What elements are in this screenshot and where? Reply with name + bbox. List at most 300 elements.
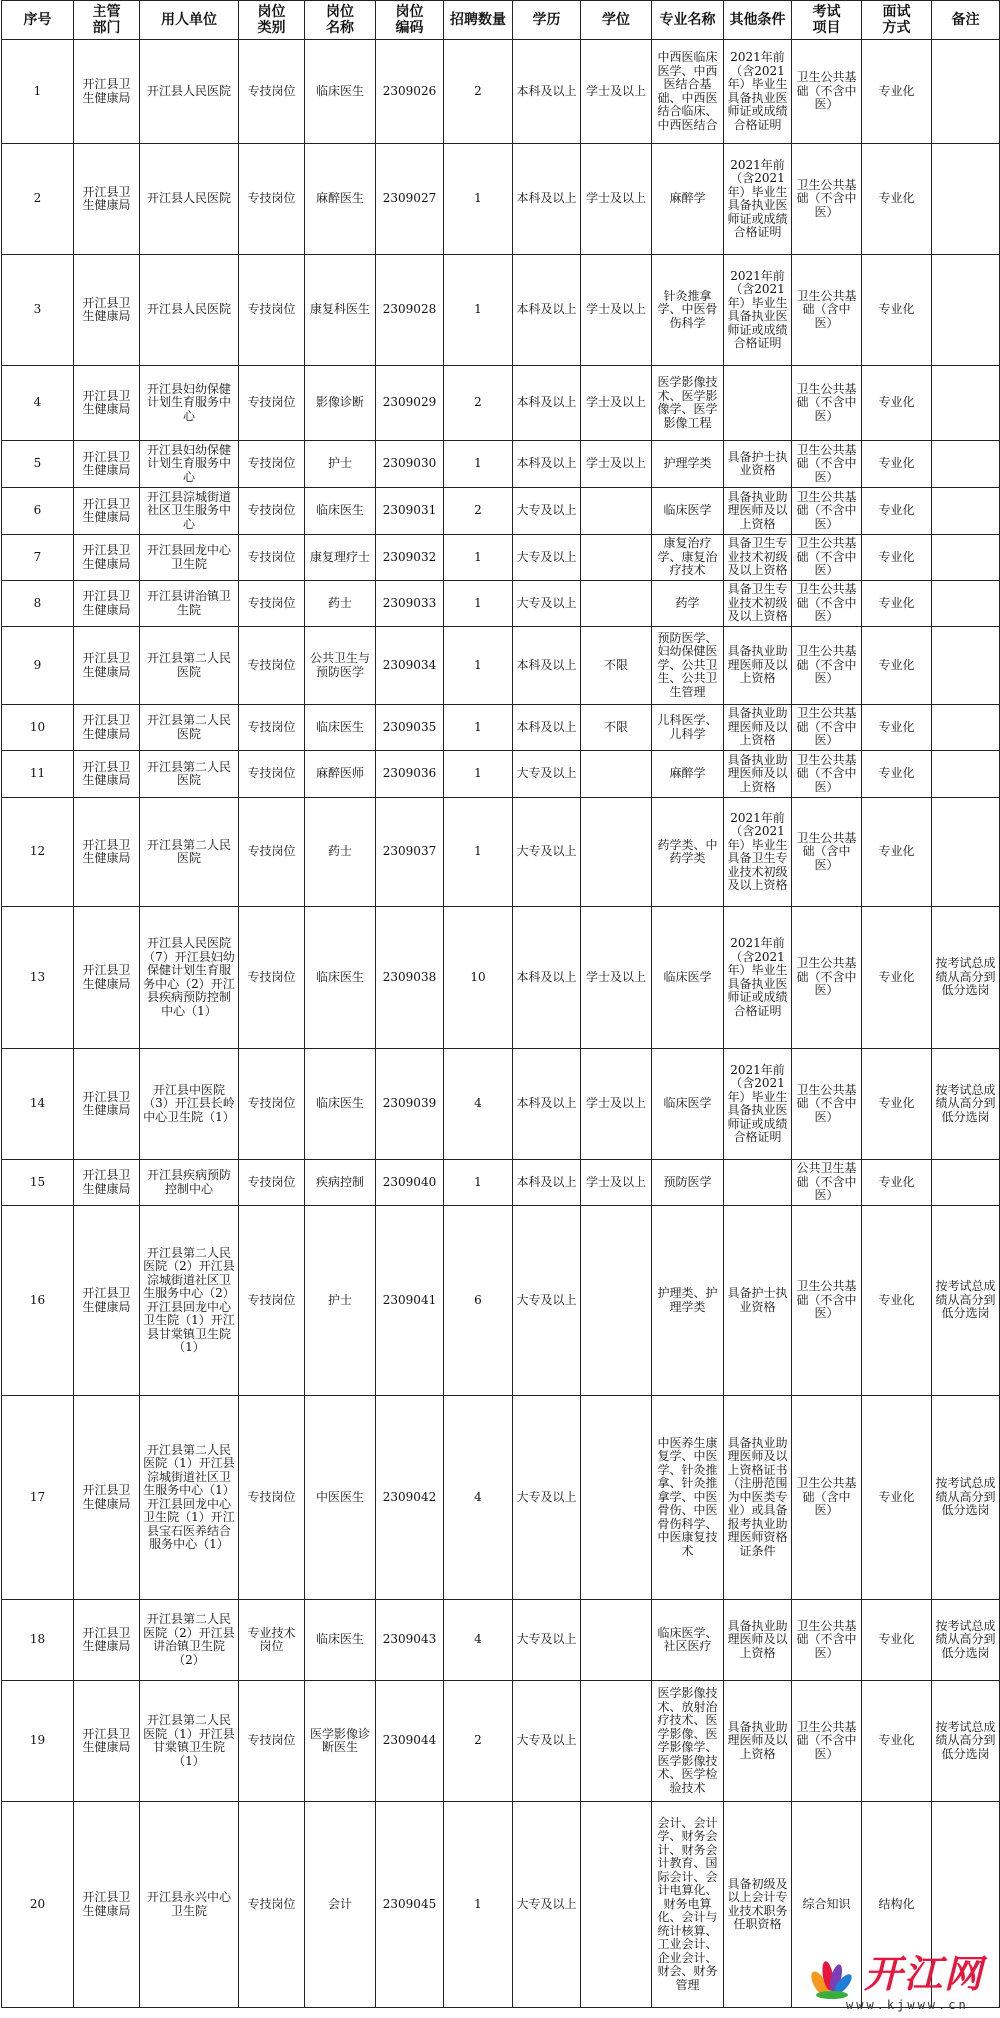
cell-no: 7 [2,535,74,581]
cell-degree: 学士及以上 [581,366,652,441]
cell-category: 专技岗位 [239,907,305,1049]
cell-exam: 卫生公共基础（不含中医） [792,751,862,798]
cell-degree [581,798,652,907]
cell-interview: 专业化 [862,1396,932,1600]
cell-degree [581,751,652,798]
cell-category: 专技岗位 [239,488,305,535]
cell-unit: 开江县第二人民医院（1）开江县淙城街道社区卫生服务中心（1）开江县回龙中心卫生院（1）开江县宝石医养结合服务中心（1） [140,1396,239,1600]
cell-count: 1 [444,705,513,751]
cell-interview: 专业化 [862,751,932,798]
cell-code: 2309028 [376,255,444,366]
header-count-label: 招聘数量 [450,12,506,28]
cell-major: 预防医学 [652,1160,724,1206]
cell-major: 儿科医学、儿科学 [652,705,724,751]
cell-remarks [932,1160,1000,1206]
cell-remarks [932,366,1000,441]
cell-category: 专技岗位 [239,751,305,798]
table-row [2,1396,1000,1600]
cell-major: 药学 [652,581,724,627]
header-code [376,1,444,40]
cell-category: 专技岗位 [239,1681,305,1802]
cell-exam: 卫生公共基础（不含中医） [792,907,862,1049]
cell-position: 影像诊断 [305,366,376,441]
cell-code: 2309041 [376,1206,444,1396]
cell-conditions [724,366,792,441]
cell-conditions: 具备执业助理医师及以上资格证书（注册范围为中医类专业）或具备报考执业助理医师资格证条件 [724,1396,792,1600]
cell-major: 中医养生康复学、中医学、针灸推拿、针灸推拿学、中医骨伤、中医骨伤科学、中医康复技术 [652,1396,724,1600]
cell-conditions [724,1160,792,1206]
cell-dept: 开江县卫生健康局 [74,1600,140,1681]
cell-education: 本科及以上 [513,366,581,441]
cell-no: 20 [2,1802,74,2008]
cell-remarks [932,535,1000,581]
cell-remarks [932,581,1000,627]
cell-interview: 结构化 [862,1802,932,2008]
cell-count: 1 [444,581,513,627]
cell-degree: 学士及以上 [581,1049,652,1160]
cell-code: 2309034 [376,627,444,705]
cell-remarks: 按考试总成绩从高分到低分选岗 [932,1396,1000,1600]
cell-remarks [932,798,1000,907]
cell-code: 2309043 [376,1600,444,1681]
cell-interview: 专业化 [862,1206,932,1396]
cell-degree: 学士及以上 [581,1160,652,1206]
cell-no: 18 [2,1600,74,1681]
cell-interview: 专业化 [862,1160,932,1206]
cell-code: 2309039 [376,1049,444,1160]
cell-position: 药士 [305,798,376,907]
cell-unit: 开江县第二人民医院（1）开江县甘棠镇卫生院（1） [140,1681,239,1802]
cell-dept: 开江县卫生健康局 [74,144,140,255]
cell-category: 专技岗位 [239,1049,305,1160]
cell-major: 临床医学、社区医疗 [652,1600,724,1681]
cell-exam: 卫生公共基础（不含中医） [792,581,862,627]
cell-major: 临床医学 [652,907,724,1049]
cell-no: 15 [2,1160,74,1206]
cell-major: 护理类、护理学类 [652,1206,724,1396]
cell-education: 本科及以上 [513,1160,581,1206]
table-row [2,581,1000,627]
cell-code: 2309040 [376,1160,444,1206]
cell-no: 1 [2,40,74,144]
header-category [239,1,305,40]
cell-conditions: 具备执业助理医师及以上资格 [724,488,792,535]
cell-exam: 公共卫生基础（不含中医） [792,1160,862,1206]
cell-interview: 专业化 [862,907,932,1049]
cell-position: 康复理疗士 [305,535,376,581]
header-major [652,1,724,40]
cell-code: 2309030 [376,441,444,488]
cell-no: 11 [2,751,74,798]
cell-unit: 开江县人民医院 [140,40,239,144]
cell-remarks [932,40,1000,144]
cell-dept: 开江县卫生健康局 [74,255,140,366]
header-major-label: 专业名称 [659,12,716,28]
cell-position: 护士 [305,441,376,488]
cell-interview: 专业化 [862,798,932,907]
header-no [2,1,74,40]
cell-no: 8 [2,581,74,627]
cell-count: 10 [444,907,513,1049]
cell-interview: 专业化 [862,144,932,255]
cell-conditions: 2021年前（含2021年）毕业生具备执业医师证或成绩合格证明 [724,144,792,255]
cell-major: 针灸推拿学、中医骨伤科学 [652,255,724,366]
cell-code: 2309045 [376,1802,444,2008]
cell-interview: 专业化 [862,488,932,535]
cell-dept: 开江县卫生健康局 [74,581,140,627]
cell-code: 2309026 [376,40,444,144]
cell-conditions: 具备卫生专业技术初级及以上资格 [724,581,792,627]
cell-remarks [932,441,1000,488]
table-row [2,627,1000,705]
cell-remarks: 按考试总成绩从高分到低分选岗 [932,907,1000,1049]
cell-degree: 学士及以上 [581,40,652,144]
table-row [2,798,1000,907]
cell-interview: 专业化 [862,255,932,366]
cell-category: 专业技术岗位 [239,1600,305,1681]
cell-count: 1 [444,751,513,798]
cell-position: 护士 [305,1206,376,1396]
cell-count: 4 [444,1396,513,1600]
cell-conditions: 具备初级及以上会计专业技术职务任职资格 [724,1802,792,2008]
cell-no: 19 [2,1681,74,1802]
cell-education: 大专及以上 [513,488,581,535]
cell-no: 16 [2,1206,74,1396]
cell-no: 10 [2,705,74,751]
cell-degree [581,1681,652,1802]
cell-exam: 卫生公共基础（不含中医） [792,488,862,535]
cell-code: 2309042 [376,1396,444,1600]
cell-category: 专技岗位 [239,255,305,366]
cell-dept: 开江县卫生健康局 [74,40,140,144]
cell-dept: 开江县卫生健康局 [74,705,140,751]
cell-no: 17 [2,1396,74,1600]
cell-exam: 卫生公共基础（不含中医） [792,441,862,488]
table-row [2,1206,1000,1396]
cell-major: 会计、会计学、财务会计、财务会计教育、国际会计、会计电算化、财务电算化、会计与统计核算、工业会计、企业会计、财会、财务管理 [652,1802,724,2008]
cell-degree: 学士及以上 [581,441,652,488]
cell-remarks: 按考试总成绩从高分到低分选岗 [932,1049,1000,1160]
cell-position: 药士 [305,581,376,627]
header-conditions-label: 其他条件 [729,12,786,28]
cell-category: 专技岗位 [239,1160,305,1206]
header-no-label: 序号 [23,12,52,28]
cell-code: 2309027 [376,144,444,255]
cell-position: 公共卫生与预防医学 [305,627,376,705]
cell-dept: 开江县卫生健康局 [74,1802,140,2008]
header-code-label: 岗位编码 [395,4,424,36]
cell-count: 2 [444,366,513,441]
table-body [2,40,1000,2008]
table-row [2,40,1000,144]
cell-exam: 卫生公共基础（不含中医） [792,1600,862,1681]
cell-degree: 学士及以上 [581,255,652,366]
table-row [2,535,1000,581]
header-position [305,1,376,40]
table-row [2,366,1000,441]
cell-conditions: 具备护士执业资格 [724,441,792,488]
table-row [2,255,1000,366]
cell-exam: 卫生公共基础（不含中医） [792,535,862,581]
cell-count: 1 [444,798,513,907]
cell-remarks [932,488,1000,535]
cell-no: 14 [2,1049,74,1160]
cell-major: 护理学类 [652,441,724,488]
cell-conditions: 2021年前（含2021年）毕业生具备执业医师证或成绩合格证明 [724,1049,792,1160]
cell-dept: 开江县卫生健康局 [74,1049,140,1160]
cell-code: 2309044 [376,1681,444,1802]
header-dept-label: 主管部门 [92,4,121,36]
cell-remarks: 按考试总成绩从高分到低分选岗 [932,1600,1000,1681]
cell-category: 专技岗位 [239,627,305,705]
cell-count: 1 [444,1160,513,1206]
cell-degree [581,1206,652,1396]
cell-degree [581,535,652,581]
logo-text: 开江网 [864,1951,985,1996]
cell-education: 本科及以上 [513,144,581,255]
cell-dept: 开江县卫生健康局 [74,1396,140,1600]
cell-category: 专技岗位 [239,40,305,144]
cell-dept: 开江县卫生健康局 [74,488,140,535]
cell-position: 临床医生 [305,40,376,144]
cell-code: 2309029 [376,366,444,441]
cell-major: 药学类、中药学类 [652,798,724,907]
cell-education: 本科及以上 [513,705,581,751]
cell-no: 9 [2,627,74,705]
cell-conditions: 具备执业助理医师及以上资格 [724,1600,792,1681]
cell-category: 专技岗位 [239,798,305,907]
cell-dept: 开江县卫生健康局 [74,1160,140,1206]
cell-unit: 开江县人民医院（7）开江县妇幼保健计划生育服务中心（2）开江县疾病预防控制中心（1） [140,907,239,1049]
cell-count: 4 [444,1600,513,1681]
cell-category: 专技岗位 [239,1206,305,1396]
cell-exam: 卫生公共基础（不含中医） [792,705,862,751]
header-category-label: 岗位类别 [257,4,286,36]
header-dept [74,1,140,40]
header-interview-label: 面试方式 [882,4,911,36]
cell-count: 1 [444,627,513,705]
cell-code: 2309031 [376,488,444,535]
cell-education: 本科及以上 [513,40,581,144]
cell-degree: 不限 [581,705,652,751]
cell-position: 康复科医生 [305,255,376,366]
cell-major: 医学影像技术、医学影像学、医学影像工程 [652,366,724,441]
cell-no: 5 [2,441,74,488]
cell-category: 专技岗位 [239,705,305,751]
cell-position: 疾病控制 [305,1160,376,1206]
table-row [2,1049,1000,1160]
header-remarks [932,1,1000,40]
cell-education: 大专及以上 [513,1681,581,1802]
cell-education: 大专及以上 [513,1802,581,2008]
cell-no: 12 [2,798,74,907]
cell-major: 中西医临床医学、中西医结合基础、中西医结合临床、中西医结合 [652,40,724,144]
cell-remarks [932,627,1000,705]
cell-dept: 开江县卫生健康局 [74,1681,140,1802]
cell-education: 本科及以上 [513,907,581,1049]
table-row [2,907,1000,1049]
cell-unit: 开江县人民医院 [140,144,239,255]
cell-degree: 学士及以上 [581,144,652,255]
cell-education: 大专及以上 [513,581,581,627]
cell-position: 临床医生 [305,1049,376,1160]
cell-interview: 专业化 [862,535,932,581]
cell-interview: 专业化 [862,627,932,705]
cell-code: 2309032 [376,535,444,581]
cell-interview: 专业化 [862,1049,932,1160]
cell-degree: 学士及以上 [581,907,652,1049]
cell-exam: 卫生公共基础（不含中医） [792,627,862,705]
cell-dept: 开江县卫生健康局 [74,627,140,705]
cell-education: 大专及以上 [513,1206,581,1396]
table-row [2,144,1000,255]
cell-category: 专技岗位 [239,366,305,441]
table-row [2,1681,1000,1802]
header-row [2,1,1000,40]
cell-interview: 专业化 [862,705,932,751]
cell-count: 1 [444,441,513,488]
header-position-label: 岗位名称 [326,4,354,36]
cell-category: 专技岗位 [239,1802,305,2008]
cell-education: 本科及以上 [513,441,581,488]
header-education [513,1,581,40]
cell-education: 本科及以上 [513,627,581,705]
header-unit-label: 用人单位 [161,12,217,28]
cell-code: 2309036 [376,751,444,798]
table-row [2,751,1000,798]
cell-dept: 开江县卫生健康局 [74,535,140,581]
cell-major: 康复治疗学、康复治疗技术 [652,535,724,581]
cell-remarks: 按考试总成绩从高分到低分选岗 [932,1681,1000,1802]
cell-remarks [932,751,1000,798]
table-row [2,1600,1000,1681]
cell-exam: 卫生公共基础（不含中医） [792,40,862,144]
cell-count: 1 [444,1802,513,2008]
table-row [2,705,1000,751]
cell-no: 6 [2,488,74,535]
cell-position: 临床医生 [305,705,376,751]
cell-unit: 开江县第二人民医院（2）开江县讲治镇卫生院（2） [140,1600,239,1681]
cell-interview: 专业化 [862,40,932,144]
header-conditions [724,1,792,40]
recruitment-table [1,0,1000,2008]
cell-position: 临床医生 [305,1600,376,1681]
header-interview [862,1,932,40]
cell-exam: 卫生公共基础（不含中医） [792,366,862,441]
cell-remarks [932,705,1000,751]
cell-unit: 开江县回龙中心卫生院 [140,535,239,581]
cell-education: 大专及以上 [513,798,581,907]
cell-code: 2309037 [376,798,444,907]
cell-education: 大专及以上 [513,1600,581,1681]
cell-no: 2 [2,144,74,255]
cell-conditions: 2021年前（含2021年）毕业生具备卫生专业技术初级及以上资格 [724,798,792,907]
cell-major: 预防医学、妇幼保健医学、公共卫生、公共卫生管理 [652,627,724,705]
header-remarks-label: 备注 [951,12,980,28]
cell-exam: 卫生公共基础（不含中医） [792,1049,862,1160]
cell-unit: 开江县疾病预防控制中心 [140,1160,239,1206]
cell-conditions: 具备执业助理医师及以上资格 [724,751,792,798]
cell-degree [581,581,652,627]
cell-position: 会计 [305,1802,376,2008]
cell-position: 麻醉医师 [305,751,376,798]
cell-code: 2309035 [376,705,444,751]
cell-interview: 专业化 [862,1600,932,1681]
cell-degree [581,488,652,535]
cell-interview: 专业化 [862,441,932,488]
cell-dept: 开江县卫生健康局 [74,1206,140,1396]
cell-unit: 开江县妇幼保健计划生育服务中心 [140,366,239,441]
cell-count: 1 [444,535,513,581]
cell-conditions: 2021年前（含2021年）毕业生具备执业医师证或成绩合格证明 [724,255,792,366]
cell-position: 中医医生 [305,1396,376,1600]
header-unit [140,1,239,40]
cell-count: 2 [444,488,513,535]
cell-count: 1 [444,255,513,366]
cell-dept: 开江县卫生健康局 [74,441,140,488]
cell-conditions: 2021年前（含2021年）毕业生具备执业医师证或成绩合格证明 [724,40,792,144]
cell-degree: 不限 [581,627,652,705]
cell-interview: 专业化 [862,366,932,441]
cell-conditions: 具备执业助理医师及以上资格 [724,627,792,705]
header-degree [581,1,652,40]
cell-unit: 开江县第二人民医院（2）开江县淙城街道社区卫生服务中心（2）开江县回龙中心卫生院（1）开江县甘棠镇卫生院（1） [140,1206,239,1396]
cell-count: 1 [444,144,513,255]
cell-unit: 开江县第二人民医院 [140,705,239,751]
cell-count: 2 [444,40,513,144]
site-watermark-logo [806,1952,996,2014]
cell-unit: 开江县第二人民医院 [140,751,239,798]
cell-exam: 卫生公共基础（不含中医） [792,1206,862,1396]
cell-exam: 综合知识 [792,1802,862,2008]
cell-position: 医学影像诊断医生 [305,1681,376,1802]
cell-degree [581,1600,652,1681]
cell-education: 本科及以上 [513,255,581,366]
cell-code: 2309033 [376,581,444,627]
cell-education: 本科及以上 [513,1049,581,1160]
logo-url: www.kjwww.cn [846,1998,969,2012]
cell-unit: 开江县讲治镇卫生院 [140,581,239,627]
cell-interview: 专业化 [862,1681,932,1802]
cell-position: 临床医生 [305,488,376,535]
cell-dept: 开江县卫生健康局 [74,366,140,441]
cell-category: 专技岗位 [239,1396,305,1600]
cell-interview: 专业化 [862,581,932,627]
cell-remarks: 按考试总成绩从高分到低分选岗 [932,1206,1000,1396]
cell-major: 临床医学 [652,1049,724,1160]
cell-unit: 开江县淙城街道社区卫生服务中心 [140,488,239,535]
cell-exam: 卫生公共基础（含中医） [792,255,862,366]
cell-unit: 开江县永兴中心卫生院 [140,1802,239,2008]
cell-category: 专技岗位 [239,144,305,255]
cell-major: 麻醉学 [652,751,724,798]
header-count [444,1,513,40]
cell-no: 3 [2,255,74,366]
cell-position: 临床医生 [305,907,376,1049]
cell-exam: 卫生公共基础（含中医） [792,798,862,907]
cell-dept: 开江县卫生健康局 [74,798,140,907]
cell-degree [581,1396,652,1600]
cell-dept: 开江县卫生健康局 [74,907,140,1049]
cell-education: 大专及以上 [513,751,581,798]
cell-unit: 开江县第二人民医院 [140,798,239,907]
cell-exam: 卫生公共基础（含中医） [792,1396,862,1600]
header-degree-label: 学位 [602,12,630,28]
cell-conditions: 具备卫生专业技术初级及以上资格 [724,535,792,581]
cell-conditions: 具备执业助理医师及以上资格 [724,705,792,751]
cell-no: 4 [2,366,74,441]
cell-unit: 开江县妇幼保健计划生育服务中心 [140,441,239,488]
